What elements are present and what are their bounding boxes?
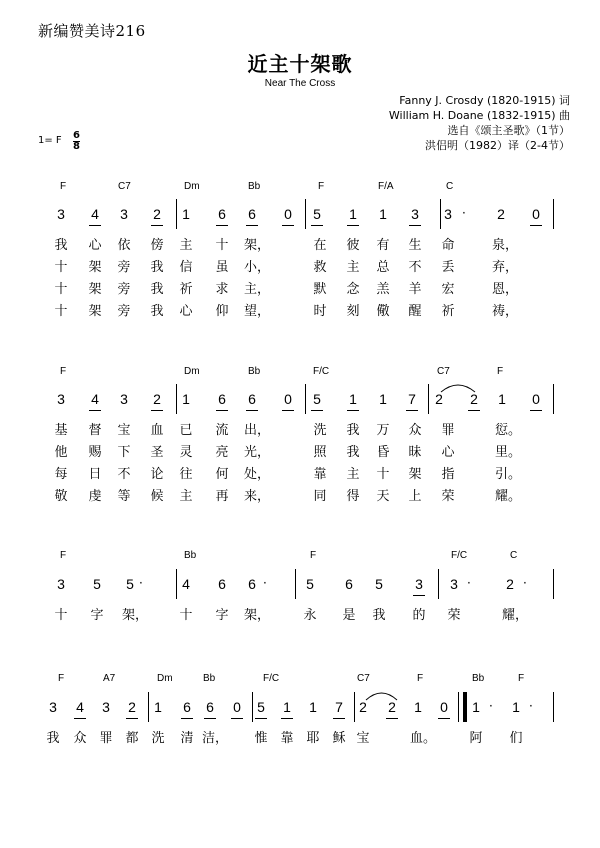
- lyric-char: 十: [215, 238, 229, 253]
- chord-symbol: Dm: [184, 366, 200, 377]
- eighth-underline: [282, 225, 294, 226]
- lyric-char: 亮: [215, 445, 229, 460]
- lyric-char: 恩，: [492, 282, 519, 297]
- lyric-char: 昏: [376, 445, 390, 460]
- jianpu-note: 0: [529, 391, 543, 407]
- lyric-char: 照: [313, 445, 327, 460]
- jianpu-note: 3: [450, 576, 458, 592]
- jianpu-note: 4: [73, 699, 87, 715]
- lyricist-credit: Fanny J. Crosdy (1820-1915) 词: [399, 94, 570, 107]
- lyric-char: 荣: [447, 608, 461, 623]
- jianpu-note: 5: [375, 576, 383, 592]
- lyric-char: 宝: [117, 423, 131, 438]
- eighth-underline: [281, 718, 293, 719]
- jianpu-note: 6: [248, 576, 256, 592]
- lyric-char: 我: [46, 731, 60, 746]
- eighth-underline: [151, 410, 163, 411]
- slur-mark: [365, 689, 398, 701]
- lyric-char: 祈: [179, 282, 193, 297]
- jianpu-note: 1: [154, 699, 162, 715]
- lyric-char: 再: [215, 489, 229, 504]
- jianpu-note: 5: [310, 391, 324, 407]
- chord-symbol: F: [60, 550, 67, 561]
- jianpu-note: 3: [57, 576, 65, 592]
- lyric-char: 旁: [117, 260, 131, 275]
- jianpu-note: 2: [359, 699, 367, 715]
- time-signature: [73, 131, 80, 152]
- eighth-underline: [74, 718, 86, 719]
- lyric-char: 血: [150, 423, 164, 438]
- lyric-char: 荣: [441, 489, 455, 504]
- lyric-char: 架，: [122, 608, 149, 623]
- lyric-char: 我: [372, 608, 386, 623]
- lyric-char: 引。: [495, 467, 522, 482]
- bar-line: [176, 569, 177, 599]
- lyric-char: 字: [90, 608, 104, 623]
- eighth-underline: [530, 410, 542, 411]
- jianpu-note: 2: [467, 391, 481, 407]
- lyric-char: 十: [54, 260, 68, 275]
- jianpu-note: 2: [150, 206, 164, 222]
- lyric-char: 稣: [332, 731, 346, 746]
- jianpu-note: 1: [346, 206, 360, 222]
- lyric-char: 的: [412, 608, 426, 623]
- jianpu-note: 4: [88, 206, 102, 222]
- lyric-char: 万: [376, 423, 390, 438]
- lyric-char: 往: [179, 467, 193, 482]
- hymn-title: 近主十架歌: [247, 52, 353, 76]
- jianpu-note: 6: [245, 391, 259, 407]
- lyric-char: 心: [88, 238, 102, 253]
- lyric-char: 处，: [244, 467, 271, 482]
- jianpu-note: 5: [306, 576, 314, 592]
- eighth-underline: [216, 225, 228, 226]
- lyric-char: 愆。: [495, 423, 522, 438]
- lyric-char: 永: [303, 608, 317, 623]
- eighth-underline: [530, 225, 542, 226]
- jianpu-note: 3: [102, 699, 110, 715]
- hymn-subtitle: Near The Cross: [264, 78, 336, 89]
- chord-symbol: F: [60, 366, 67, 377]
- lyric-char: 我: [346, 445, 360, 460]
- lyric-char: 望，: [244, 304, 271, 319]
- lyric-char: 架: [408, 467, 422, 482]
- bar-line: [176, 384, 177, 414]
- lyric-char: 生: [408, 238, 422, 253]
- jianpu-note: 6: [245, 206, 259, 222]
- lyric-char: 何: [215, 467, 229, 482]
- source-credit: 选自《颂主圣歌》（1节）: [447, 124, 570, 137]
- dotted-note-mark: ·: [139, 576, 143, 590]
- lyric-char: 来，: [244, 489, 271, 504]
- dotted-note-mark: ·: [489, 699, 493, 713]
- jianpu-note: 6: [345, 576, 353, 592]
- lyric-char: 祈: [441, 304, 455, 319]
- eighth-underline: [333, 718, 345, 719]
- lyric-char: 出，: [244, 423, 271, 438]
- lyric-char: 每: [54, 467, 68, 482]
- lyric-char: 十: [54, 304, 68, 319]
- lyric-char: 主，: [244, 282, 271, 297]
- bar-line: [553, 384, 554, 414]
- lyric-char: 彼: [346, 238, 360, 253]
- chord-symbol: F: [497, 366, 504, 377]
- eighth-underline: [311, 410, 323, 411]
- jianpu-note: 1: [379, 391, 387, 407]
- lyric-char: 羊: [408, 282, 422, 297]
- lyric-char: 主: [179, 238, 193, 253]
- lyric-char: 弃，: [492, 260, 519, 275]
- eighth-underline: [409, 225, 421, 226]
- lyric-char: 总: [376, 260, 390, 275]
- bar-line: [428, 384, 429, 414]
- translator-credit: 洪侣明（1982）译（2-4节）: [425, 139, 570, 152]
- lyric-char: 架: [88, 282, 102, 297]
- lyric-char: 已: [179, 423, 193, 438]
- jianpu-note: 2: [125, 699, 139, 715]
- jianpu-note: 2: [385, 699, 399, 715]
- eighth-underline: [386, 718, 398, 719]
- lyric-char: 小，: [244, 260, 271, 275]
- jianpu-note: 2: [497, 206, 505, 222]
- lyric-char: 阿: [469, 731, 483, 746]
- lyric-char: 耀，: [502, 608, 529, 623]
- jianpu-note: 1: [414, 699, 422, 715]
- jianpu-note: 3: [120, 391, 128, 407]
- jianpu-note: 3: [120, 206, 128, 222]
- chord-symbol: F/C: [313, 366, 330, 377]
- lyric-char: 信: [179, 260, 193, 275]
- lyric-char: 靠: [280, 731, 294, 746]
- bar-line: [458, 692, 459, 722]
- lyric-char: 灵: [179, 445, 193, 460]
- lyric-char: 洗: [151, 731, 165, 746]
- jianpu-note: 2: [435, 391, 443, 407]
- eighth-underline: [438, 718, 450, 719]
- jianpu-note: 1: [346, 391, 360, 407]
- lyric-char: 日: [88, 467, 102, 482]
- lyric-char: 虔: [88, 489, 102, 504]
- chord-symbol: F: [318, 181, 325, 192]
- chord-symbol: Dm: [184, 181, 200, 192]
- final-bar-line: [464, 692, 467, 722]
- lyric-char: 时: [313, 304, 327, 319]
- lyric-char: 光，: [244, 445, 271, 460]
- jianpu-note: 7: [332, 699, 346, 715]
- lyric-char: 架，: [244, 238, 271, 253]
- lyric-char: 耀。: [495, 489, 522, 504]
- eighth-underline: [347, 225, 359, 226]
- jianpu-note: 3: [57, 391, 65, 407]
- chord-symbol: C7: [357, 673, 370, 684]
- jianpu-note: 1: [379, 206, 387, 222]
- eighth-underline: [255, 718, 267, 719]
- lyric-char: 祷，: [492, 304, 519, 319]
- bar-line: [305, 384, 306, 414]
- eighth-underline: [231, 718, 243, 719]
- jianpu-note: 5: [310, 206, 324, 222]
- bar-line: [438, 569, 439, 599]
- composer-credit: William H. Doane (1832-1915) 曲: [388, 109, 570, 122]
- lyric-char: 念: [346, 282, 360, 297]
- lyric-char: 十: [179, 608, 193, 623]
- chord-symbol: F: [518, 673, 525, 684]
- lyric-char: 天: [376, 489, 390, 504]
- lyric-char: 旁: [117, 282, 131, 297]
- chord-symbol: Bb: [203, 673, 216, 684]
- jianpu-note: 3: [49, 699, 57, 715]
- lyric-char: 里。: [495, 445, 522, 460]
- lyric-char: 主: [179, 489, 193, 504]
- eighth-underline: [311, 225, 323, 226]
- chord-symbol: C: [446, 181, 454, 192]
- lyric-char: 他: [54, 445, 68, 460]
- bar-line: [553, 692, 554, 722]
- eighth-underline: [181, 718, 193, 719]
- eighth-underline: [246, 410, 258, 411]
- lyric-char: 宝: [356, 731, 370, 746]
- jianpu-note: 6: [215, 391, 229, 407]
- eighth-underline: [406, 410, 418, 411]
- bar-line: [553, 569, 554, 599]
- lyric-char: 惟: [254, 731, 268, 746]
- lyric-char: 下: [117, 445, 131, 460]
- lyric-char: 同: [313, 489, 327, 504]
- dotted-note-mark: ·: [523, 576, 527, 590]
- lyric-char: 督: [88, 423, 102, 438]
- jianpu-note: 4: [88, 391, 102, 407]
- lyric-char: 仰: [215, 304, 229, 319]
- bar-line: [305, 199, 306, 229]
- lyric-char: 不: [408, 260, 422, 275]
- lyric-char: 是: [342, 608, 356, 623]
- eighth-underline: [89, 225, 101, 226]
- chord-symbol: F/C: [451, 550, 468, 561]
- chord-symbol: F/A: [378, 181, 394, 192]
- key-signature: 1= F: [38, 135, 62, 146]
- jianpu-note: 3: [408, 206, 422, 222]
- chord-symbol: F: [310, 550, 317, 561]
- chord-symbol: C: [510, 550, 518, 561]
- eighth-underline: [204, 718, 216, 719]
- lyric-char: 刻: [346, 304, 360, 319]
- bar-line: [295, 569, 296, 599]
- lyric-char: 清: [180, 731, 194, 746]
- jianpu-note: 2: [150, 391, 164, 407]
- lyric-char: 上: [408, 489, 422, 504]
- bar-line: [440, 199, 441, 229]
- lyric-char: 都: [125, 731, 139, 746]
- jianpu-note: 3: [412, 576, 426, 592]
- bar-line: [252, 692, 253, 722]
- jianpu-note: 1: [472, 699, 480, 715]
- eighth-underline: [468, 410, 480, 411]
- lyric-char: 等: [117, 489, 131, 504]
- lyric-char: 救: [313, 260, 327, 275]
- lyric-char: 命: [441, 238, 455, 253]
- eighth-underline: [282, 410, 294, 411]
- lyric-char: 十: [54, 282, 68, 297]
- bar-line: [553, 199, 554, 229]
- chord-symbol: F: [58, 673, 65, 684]
- lyric-char: 主: [346, 260, 360, 275]
- lyric-char: 我: [54, 238, 68, 253]
- dotted-note-mark: ·: [467, 576, 471, 590]
- lyric-char: 旁: [117, 304, 131, 319]
- chord-symbol: C7: [437, 366, 450, 377]
- lyric-char: 丢: [441, 260, 455, 275]
- lyric-char: 得: [346, 489, 360, 504]
- lyric-char: 架: [88, 260, 102, 275]
- lyric-char: 耶: [306, 731, 320, 746]
- dotted-note-mark: ·: [462, 206, 466, 220]
- jianpu-note: 1: [182, 391, 190, 407]
- chord-symbol: F: [60, 181, 67, 192]
- jianpu-note: 0: [437, 699, 451, 715]
- chord-symbol: C7: [118, 181, 131, 192]
- lyric-char: 主: [346, 467, 360, 482]
- lyric-char: 我: [346, 423, 360, 438]
- time-signature-bottom: 8: [73, 141, 80, 152]
- lyric-char: 傍: [150, 238, 164, 253]
- lyric-char: 我: [150, 282, 164, 297]
- jianpu-note: 2: [506, 576, 514, 592]
- dotted-note-mark: ·: [263, 576, 267, 590]
- jianpu-note: 0: [230, 699, 244, 715]
- jianpu-note: 4: [182, 576, 190, 592]
- slur-mark: [440, 381, 476, 393]
- bar-line: [354, 692, 355, 722]
- lyric-char: 众: [408, 423, 422, 438]
- jianpu-note: 7: [405, 391, 419, 407]
- bar-line: [148, 692, 149, 722]
- lyric-char: 虽: [215, 260, 229, 275]
- jianpu-note: 1: [182, 206, 190, 222]
- lyric-char: 敬: [54, 489, 68, 504]
- lyric-char: 儆: [376, 304, 390, 319]
- lyric-char: 依: [117, 238, 131, 253]
- lyric-char: 宏: [441, 282, 455, 297]
- lyric-char: 在: [313, 238, 327, 253]
- lyric-char: 心: [441, 445, 455, 460]
- jianpu-note: 1: [512, 699, 520, 715]
- lyric-char: 心: [179, 304, 193, 319]
- jianpu-note: 1: [280, 699, 294, 715]
- lyric-char: 论: [150, 467, 164, 482]
- lyric-char: 血。: [410, 731, 437, 746]
- time-signature-top: 6: [73, 130, 80, 141]
- lyric-char: 基: [54, 423, 68, 438]
- lyric-char: 求: [215, 282, 229, 297]
- chord-symbol: Bb: [184, 550, 197, 561]
- lyric-char: 候: [150, 489, 164, 504]
- chord-symbol: F/C: [263, 673, 280, 684]
- jianpu-note: 5: [254, 699, 268, 715]
- chord-symbol: Bb: [248, 181, 261, 192]
- eighth-underline: [246, 225, 258, 226]
- eighth-underline: [216, 410, 228, 411]
- lyric-char: 十: [54, 608, 68, 623]
- lyric-char: 众: [73, 731, 87, 746]
- lyric-char: 靠: [313, 467, 327, 482]
- jianpu-note: 5: [93, 576, 101, 592]
- lyric-char: 十: [376, 467, 390, 482]
- jianpu-note: 0: [281, 391, 295, 407]
- lyric-char: 泉，: [492, 238, 519, 253]
- lyric-char: 架，: [244, 608, 271, 623]
- lyric-char: 我: [150, 260, 164, 275]
- jianpu-note: 6: [215, 206, 229, 222]
- lyric-char: 流: [215, 423, 229, 438]
- lyric-char: 圣: [150, 445, 164, 460]
- lyric-char: 默: [313, 282, 327, 297]
- bar-line: [176, 199, 177, 229]
- jianpu-note: 3: [57, 206, 65, 222]
- lyric-char: 羔: [376, 282, 390, 297]
- lyric-char: 洗: [313, 423, 327, 438]
- lyric-char: 们: [509, 731, 523, 746]
- lyric-char: 罪: [441, 423, 455, 438]
- chord-symbol: F: [417, 673, 424, 684]
- chord-symbol: Dm: [157, 673, 173, 684]
- jianpu-note: 5: [126, 576, 134, 592]
- jianpu-note: 6: [203, 699, 217, 715]
- chord-symbol: Bb: [472, 673, 485, 684]
- eighth-underline: [413, 595, 425, 596]
- jianpu-note: 0: [281, 206, 295, 222]
- lyric-char: 罪: [99, 731, 113, 746]
- jianpu-note: 0: [529, 206, 543, 222]
- jianpu-note: 6: [218, 576, 226, 592]
- eighth-underline: [89, 410, 101, 411]
- jianpu-note: 1: [498, 391, 506, 407]
- lyric-char: 有: [376, 238, 390, 253]
- dotted-note-mark: ·: [529, 699, 533, 713]
- lyric-char: 我: [150, 304, 164, 319]
- lyric-char: 不: [117, 467, 131, 482]
- lyric-char: 醒: [408, 304, 422, 319]
- hymnal-number: 新编赞美诗216: [38, 22, 146, 40]
- lyric-char: 洁，: [202, 731, 229, 746]
- lyric-char: 指: [441, 467, 455, 482]
- jianpu-note: 3: [444, 206, 452, 222]
- lyric-char: 架: [88, 304, 102, 319]
- jianpu-note: 6: [180, 699, 194, 715]
- eighth-underline: [347, 410, 359, 411]
- lyric-char: 字: [215, 608, 229, 623]
- eighth-underline: [151, 225, 163, 226]
- jianpu-note: 1: [309, 699, 317, 715]
- lyric-char: 昧: [408, 445, 422, 460]
- chord-symbol: Bb: [248, 366, 261, 377]
- lyric-char: 赐: [88, 445, 102, 460]
- eighth-underline: [126, 718, 138, 719]
- chord-symbol: A7: [103, 673, 116, 684]
